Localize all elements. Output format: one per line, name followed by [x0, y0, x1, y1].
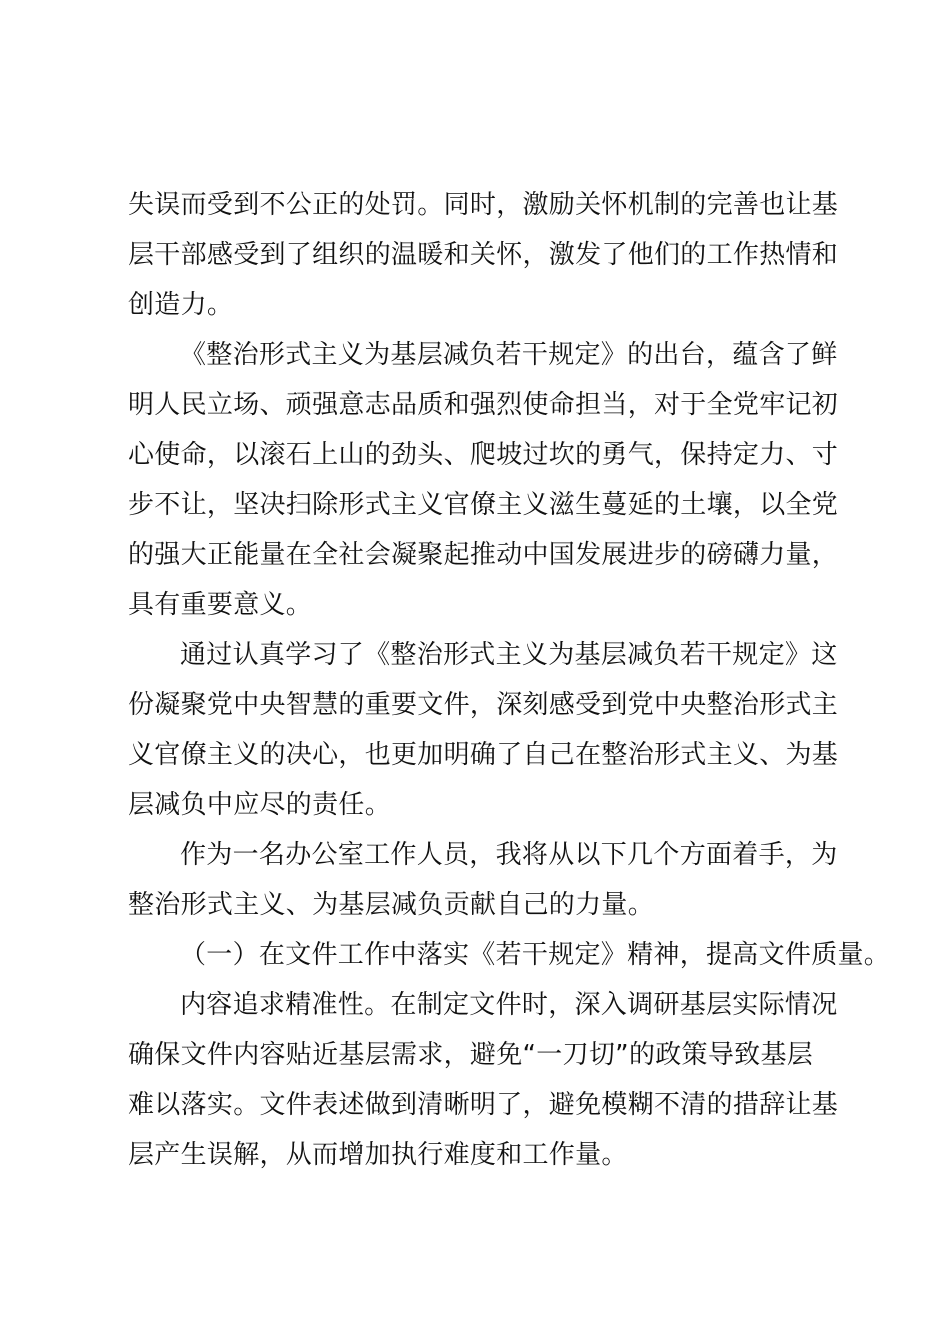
section-heading: （一）在文件工作中落实《若干规定》精神，提高文件质量。 [180, 940, 891, 970]
text-line: 层干部感受到了组织的温暖和关怀，激发了他们的工作热情和 [128, 240, 839, 270]
paragraph-first-line: 作为一名办公室工作人员，我将从以下几个方面着手，为 [180, 840, 838, 870]
text-line: 份凝聚党中央智慧的重要文件，深刻感受到党中央整治形式主 [128, 690, 839, 720]
text-line: 层减负中应尽的责任。 [128, 790, 392, 820]
text-line: 明人民立场、顽强意志品质和强烈使命担当，对于全党牢记初 [128, 390, 839, 420]
text-line: 创造力。 [128, 290, 234, 320]
text-line: 具有重要意义。 [128, 590, 313, 620]
paragraph-first-line: 《整治形式主义为基层减负若干规定》的出台，蕴含了鲜 [180, 340, 838, 370]
text-line: 失误而受到不公正的处罚。同时，激励关怀机制的完善也让基 [128, 190, 839, 220]
text-line: 难以落实。文件表述做到清晰明了，避免模糊不清的措辞让基 [128, 1090, 839, 1120]
paragraph-first-line: 内容追求精准性。在制定文件时，深入调研基层实际情况 [180, 990, 838, 1020]
document-body [128, 180, 891, 1180]
text-line: 整治形式主义、为基层减负贡献自己的力量。 [128, 890, 655, 920]
text-line: 的强大正能量在全社会凝聚起推动中国发展进步的磅礴力量， [128, 540, 839, 570]
text-line: 义官僚主义的决心，也更加明确了自己在整治形式主义、为基 [128, 740, 839, 770]
paragraph-first-line: 通过认真学习了《整治形式主义为基层减负若干规定》这 [180, 640, 838, 670]
text-line: 心使命，以滚石上山的劲头、爬坡过坎的勇气，保持定力、寸 [128, 440, 839, 470]
text-line: 层产生误解，从而增加执行难度和工作量。 [128, 1140, 628, 1170]
text-line: 步不让，坚决扫除形式主义官僚主义滋生蔓延的土壤，以全党 [128, 490, 839, 520]
text-line: 确保文件内容贴近基层需求，避免“一刀切”的政策导致基层 [128, 1040, 814, 1070]
